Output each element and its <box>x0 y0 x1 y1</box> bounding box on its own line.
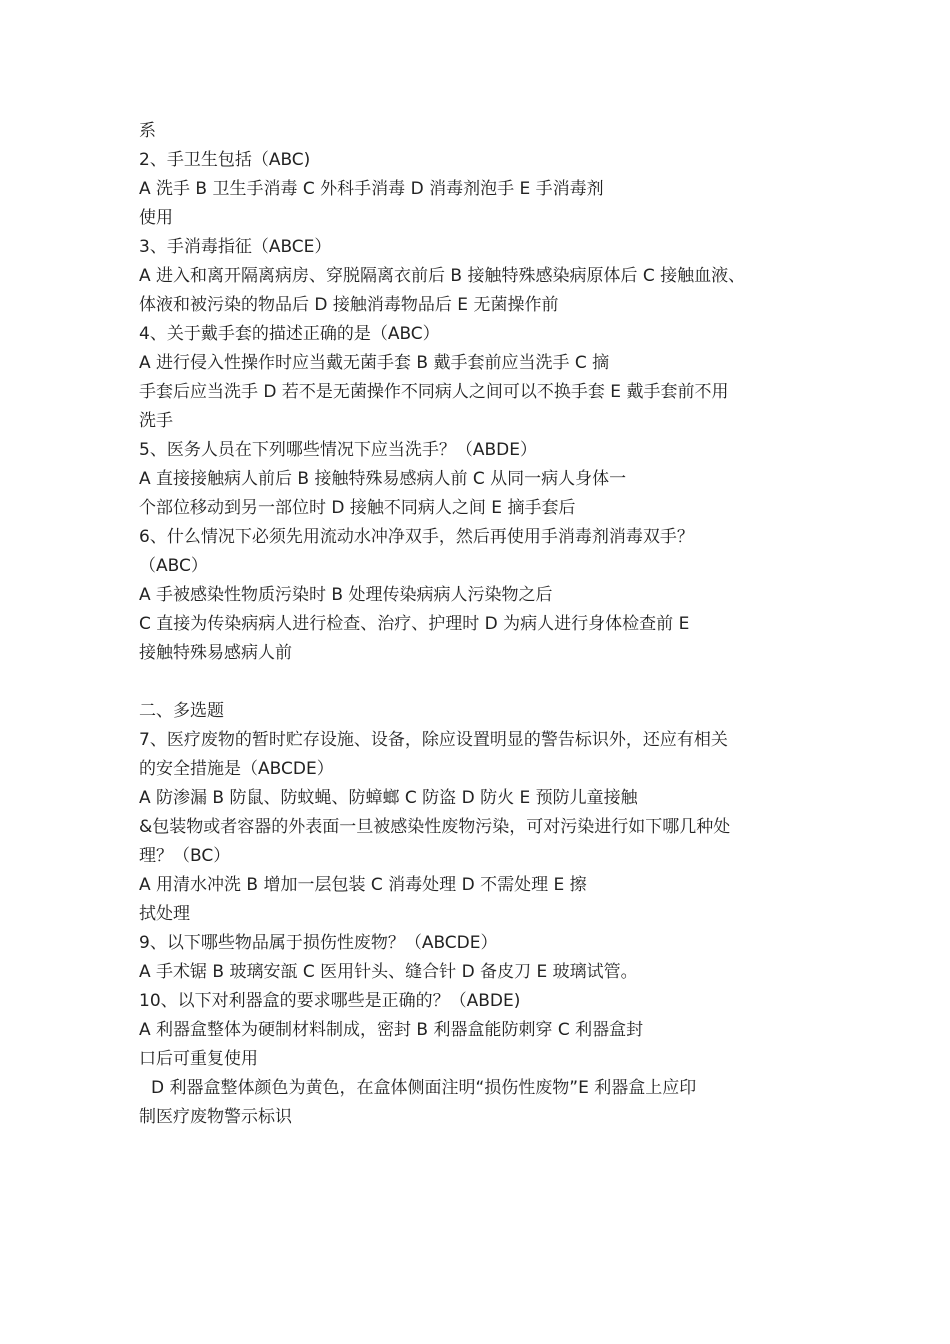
text-line: 系 <box>139 121 156 141</box>
text-line: 使用 <box>139 208 173 228</box>
question-9-options: A 手术锯 B 玻璃安瓿 C 医用针头、缝合针 D 备皮刀 E 玻璃试管。 <box>139 962 638 982</box>
question-4-options: A 进行侵入性操作时应当戴无菌手套 B 戴手套前应当洗手 C 摘 <box>139 353 610 373</box>
section-heading: 二、多选题 <box>139 701 224 721</box>
question-6-title: 6、什么情况下必须先用流动水冲净双手，然后再使用手消毒剂消毒双手？ <box>139 527 694 547</box>
question-3-options: A 进入和离开隔离病房、穿脱隔离衣前后 B 接触特殊感染病原体后 C 接触血液、 <box>139 266 746 286</box>
question-10-title: 10、以下对利器盒的要求哪些是正确的？（ABDE) <box>139 991 521 1011</box>
question-3-title: 3、手消毒指征（ABCE） <box>139 237 332 257</box>
question-5-options: A 直接接触病人前后 B 接触特殊易感病人前 C 从同一病人身体一 <box>139 469 627 489</box>
text-line: 个部位移动到另一部位时 D 接触不同病人之间 E 摘手套后 <box>139 498 576 518</box>
question-2-title: 2、手卫生包括（ABC) <box>139 150 311 170</box>
question-7-title: 7、医疗废物的暂时贮存设施、设备，除应设置明显的警告标识外，还应有相关 <box>139 730 728 750</box>
question-6-options: A 手被感染性物质污染时 B 处理传染病病人污染物之后 <box>139 585 553 605</box>
text-line: 理？（BC） <box>139 846 231 866</box>
text-line: 接触特殊易感病人前 <box>139 643 292 663</box>
question-4-title: 4、关于戴手套的描述正确的是（ABC） <box>139 324 440 344</box>
document-body <box>139 117 819 1132</box>
question-2-options: A 洗手 B 卫生手消毒 C 外科手消毒 D 消毒剂泡手 E 手消毒剂 <box>139 179 604 199</box>
question-6-answer: （ABC） <box>139 556 208 576</box>
question-10-options: A 利器盒整体为硬制材料制成，密封 B 利器盒能防刺穿 C 利器盒封 <box>139 1020 644 1040</box>
question-5-title: 5、医务人员在下列哪些情况下应当洗手？（ABDE） <box>139 440 537 460</box>
question-7-options: A 防渗漏 B 防鼠、防蚊蝇、防蟑螂 C 防盗 D 防火 E 预防儿童接触 <box>139 788 638 808</box>
text-line: 手套后应当洗手 D 若不是无菌操作不同病人之间可以不换手套 E 戴手套前不用 <box>139 382 729 402</box>
question-8-options: A 用清水冲洗 B 增加一层包装 C 消毒处理 D 不需处理 E 擦 <box>139 875 587 895</box>
text-line: 洗手 <box>139 411 173 431</box>
text-line: 的安全措施是（ABCDE） <box>139 759 334 779</box>
text-line: D 利器盒整体颜色为黄色，在盒体侧面注明“损伤性废物”E 利器盒上应印 <box>151 1078 697 1098</box>
question-8-title: &包装物或者容器的外表面一旦被感染性废物污染，可对污染进行如下哪几种处 <box>139 817 731 837</box>
text-line: C 直接为传染病病人进行检查、治疗、护理时 D 为病人进行身体检查前 E <box>139 614 690 634</box>
text-line: 拭处理 <box>139 904 190 924</box>
text-line: 制医疗废物警示标识 <box>139 1107 292 1127</box>
question-9-title: 9、以下哪些物品属于损伤性废物？（ABCDE） <box>139 933 498 953</box>
text-line: 口后可重复使用 <box>139 1049 258 1069</box>
text-line: 体液和被污染的物品后 D 接触消毒物品后 E 无菌操作前 <box>139 295 559 315</box>
blank-line <box>139 668 819 697</box>
